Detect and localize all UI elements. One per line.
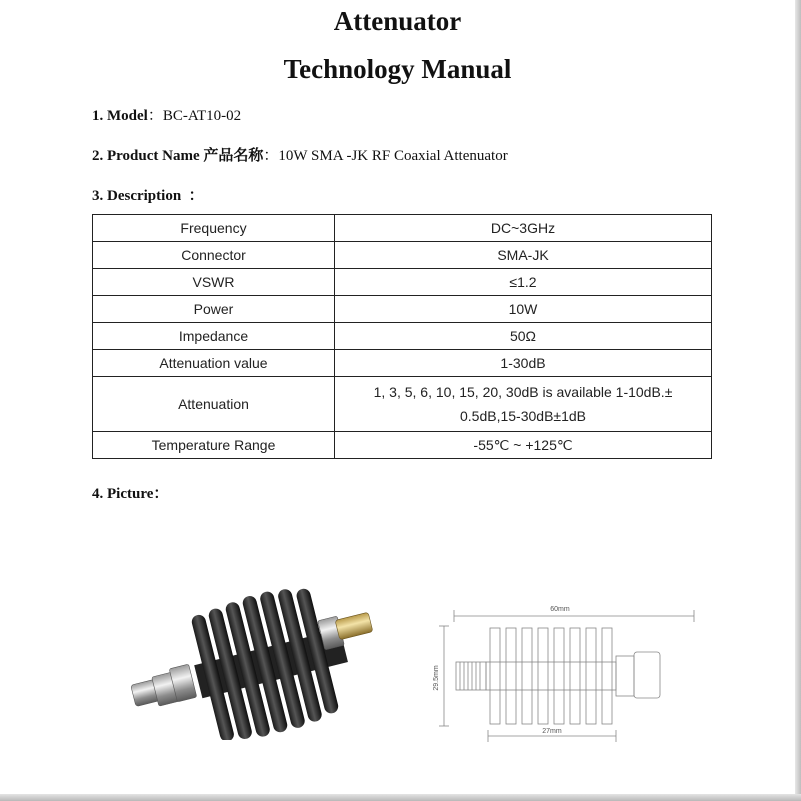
spec-value-line: 1, 3, 5, 6, 10, 15, 20, 30dB is available 1-10dB.± [373,384,673,400]
table-row [93,269,712,296]
picture-sep: ： [153,486,169,502]
spec-value: 50Ω [335,323,712,350]
section-model [92,104,241,125]
page-frame-right [795,0,801,801]
table-row [93,296,712,323]
section-picture [92,482,168,503]
spec-value: -55℃ ~ +125℃ [335,432,712,459]
spec-key: Temperature Range [93,432,335,459]
product-name-value: 10W SMA -JK RF Coaxial Attenuator [278,148,508,164]
spec-key: Frequency [93,215,335,242]
spec-key: VSWR [93,269,335,296]
spec-key: Connector [93,242,335,269]
spec-value: 10W [335,296,712,323]
spec-key: Power [93,296,335,323]
dim-height-label: 29.5mm [433,665,440,691]
table-row [93,377,712,432]
spec-key: Attenuation value [93,350,335,377]
spec-value: ≤1.2 [335,269,712,296]
product-name-label: 2. Product Name 产品名称 [92,148,264,164]
picture-label: 4. Picture [92,486,154,502]
page-frame-bottom [0,794,801,801]
spec-value [335,377,712,432]
document-subtitle: Technology Manual [283,54,512,84]
spec-table [92,214,712,459]
spec-key: Attenuation [93,377,335,432]
model-label: 1. Model [92,108,148,124]
dim-body-label: 27mm [542,728,562,735]
spec-value: DC~3GHz [335,215,712,242]
product-name-sep: ： [263,148,279,164]
table-row [93,432,712,459]
spec-value: 1-30dB [335,350,712,377]
dim-width-label: 60mm [550,606,570,613]
model-sep: ： [147,108,163,124]
spec-key: Impedance [93,323,335,350]
heatsink-fins [181,577,360,740]
document-title: Attenuator [333,6,462,36]
table-row [93,242,712,269]
table-row [93,350,712,377]
section-description [92,184,204,205]
spec-value: SMA-JK [335,242,712,269]
attenuator-photo [125,570,385,740]
model-value: BC-AT10-02 [162,108,242,124]
description-sep: ： [181,188,204,204]
table-row [93,323,712,350]
spec-value-line: 0.5dB,15-30dB±1dB [460,408,586,424]
section-product-name [92,144,508,165]
description-label: 3. Description [92,188,182,204]
table-row [93,215,712,242]
dimension-drawing [430,598,710,748]
left-sma-plug [131,664,197,706]
right-sma-jack [318,612,373,650]
